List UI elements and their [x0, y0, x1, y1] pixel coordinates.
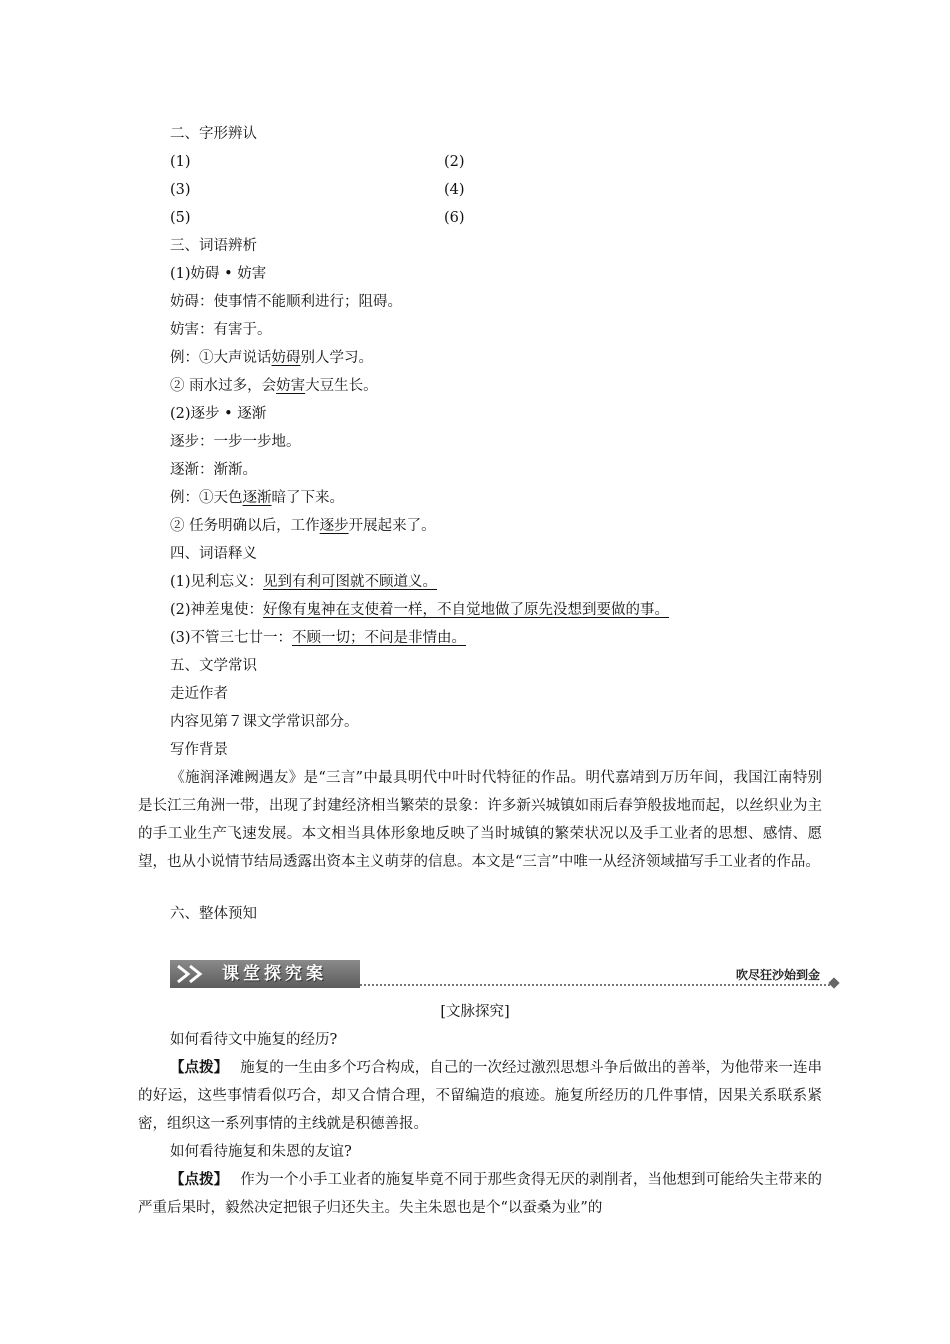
glyph-item-6: (6) [444, 210, 465, 226]
example-text: 例：①大声说话 [170, 350, 272, 366]
section2-heading: 二、字形辨认 [170, 126, 257, 142]
answer-2 [138, 1166, 822, 1222]
underlined-word: 妨碍 [271, 350, 301, 366]
hint-tag: 【点拨】 [170, 1059, 229, 1076]
pair1-example1 [170, 344, 373, 372]
pair2-def1: 逐步：一步一步地。 [170, 434, 301, 450]
explore-subtitle: [文脉探究] [440, 1004, 510, 1020]
background-text: 《施润泽滩阙遇友》是“三言”中最具明代中叶时代特征的作品。明代嘉靖到万历年间，我国江南特别是长江三角洲一带，出现了封建经济相当繁荣的景象：许多新兴城镇如雨后春笋般拔地而起，以丝织业为主的手工业生产飞速发展。本文相当具体形象地反映了当时城镇的繁荣状况以及手工业者的思想、感情、愿望，也从小说情节结局透露出资本主义萌芽的信息。本文是“三言”中唯一从经济领域描写手工业者的作品。 [138, 770, 822, 870]
pair1-def1: 妨碍：使事情不能顺利进行；阻碍。 [170, 294, 402, 310]
pair2-title: (2)逐步 • 逐渐 [170, 406, 267, 422]
author-text: 内容见第７课文学常识部分。 [170, 714, 359, 730]
pair1-title: (1)妨碍 • 妨害 [170, 266, 267, 282]
chevron-right-icon [176, 964, 210, 984]
idiom-item-3 [170, 624, 466, 652]
question-2: 如何看待施复和朱恩的友谊? [170, 1144, 352, 1160]
author-subheading: 走近作者 [170, 686, 228, 702]
answer-1 [138, 1054, 822, 1138]
section4-heading: 四、词语释义 [170, 546, 257, 562]
glyph-item-2: (2) [444, 154, 465, 170]
pair2-def2: 逐渐：渐渐。 [170, 462, 257, 478]
idiom-item-1 [170, 568, 437, 596]
question-1: 如何看待文中施复的经历? [170, 1032, 338, 1048]
section5-heading: 五、文学常识 [170, 658, 257, 674]
section6-heading: 六、整体预知 [170, 906, 257, 922]
underlined-word: 妨害 [276, 378, 306, 394]
background-subheading: 写作背景 [170, 742, 228, 758]
answer-text: 施复的一生由多个巧合构成，自己的一次经过激烈思想斗争后做出的善举，为他带来一连串的好运，这些事情看似巧合，却又合情合理，不留编造的痕迹。施复所经历的几件事情，因果关系联系紧密，组织这一系列事情的主线就是积德善报。 [138, 1060, 822, 1132]
example-text: 例：①天色 [170, 490, 243, 506]
idiom-label: (1)见利忘义： [170, 574, 264, 590]
example-text: ② 雨水过多，会 [170, 378, 277, 394]
section3-heading: 三、词语辨析 [170, 238, 257, 254]
underlined-word: 逐步 [319, 518, 349, 534]
pair1-example2 [170, 372, 378, 400]
glyph-item-3: (3) [170, 182, 191, 198]
glyph-item-5: (5) [170, 210, 191, 226]
idiom-meaning: 不顾一切；不问是非情由。 [292, 630, 467, 646]
answer-text: 作为一个小手工业者的施复毕竟不同于那些贪得无厌的剥削者，当他想到可能给失主带来的严重后果时，毅然决定把银子归还失主。失主朱恩也是个“以蚕桑为业”的 [138, 1172, 822, 1216]
example-text: 暗了下来。 [271, 490, 344, 506]
underlined-word: 逐渐 [242, 490, 272, 506]
example-text: ② 任务明确以后，工作 [170, 518, 320, 534]
hint-tag: 【点拨】 [170, 1171, 229, 1188]
idiom-meaning: 见到有利可图就不顾道义。 [263, 574, 438, 590]
banner-tab [170, 960, 360, 988]
pair2-example1 [170, 484, 344, 512]
glyph-item-1: (1) [170, 154, 191, 170]
background-paragraph [138, 764, 822, 876]
idiom-meaning: 好像有鬼神在支使着一样，不自觉地做了原先没想到要做的事。 [263, 602, 670, 618]
idiom-label: (3)不管三七廿一： [170, 630, 293, 646]
banner-divider [360, 984, 830, 986]
diamond-icon [828, 977, 839, 988]
example-text: 大豆生长。 [305, 378, 378, 394]
idiom-item-2 [170, 596, 669, 624]
banner-motto: 吹尽狂沙始到金 [735, 968, 820, 982]
pair2-example2 [170, 512, 436, 540]
example-text: 别人学习。 [300, 350, 373, 366]
banner-title: 课堂探究案 [222, 964, 327, 984]
pair1-def2: 妨害：有害于。 [170, 322, 272, 338]
glyph-item-4: (4) [444, 182, 465, 198]
idiom-label: (2)神差鬼使： [170, 602, 264, 618]
example-text: 开展起来了。 [348, 518, 436, 534]
section-banner [170, 960, 840, 988]
